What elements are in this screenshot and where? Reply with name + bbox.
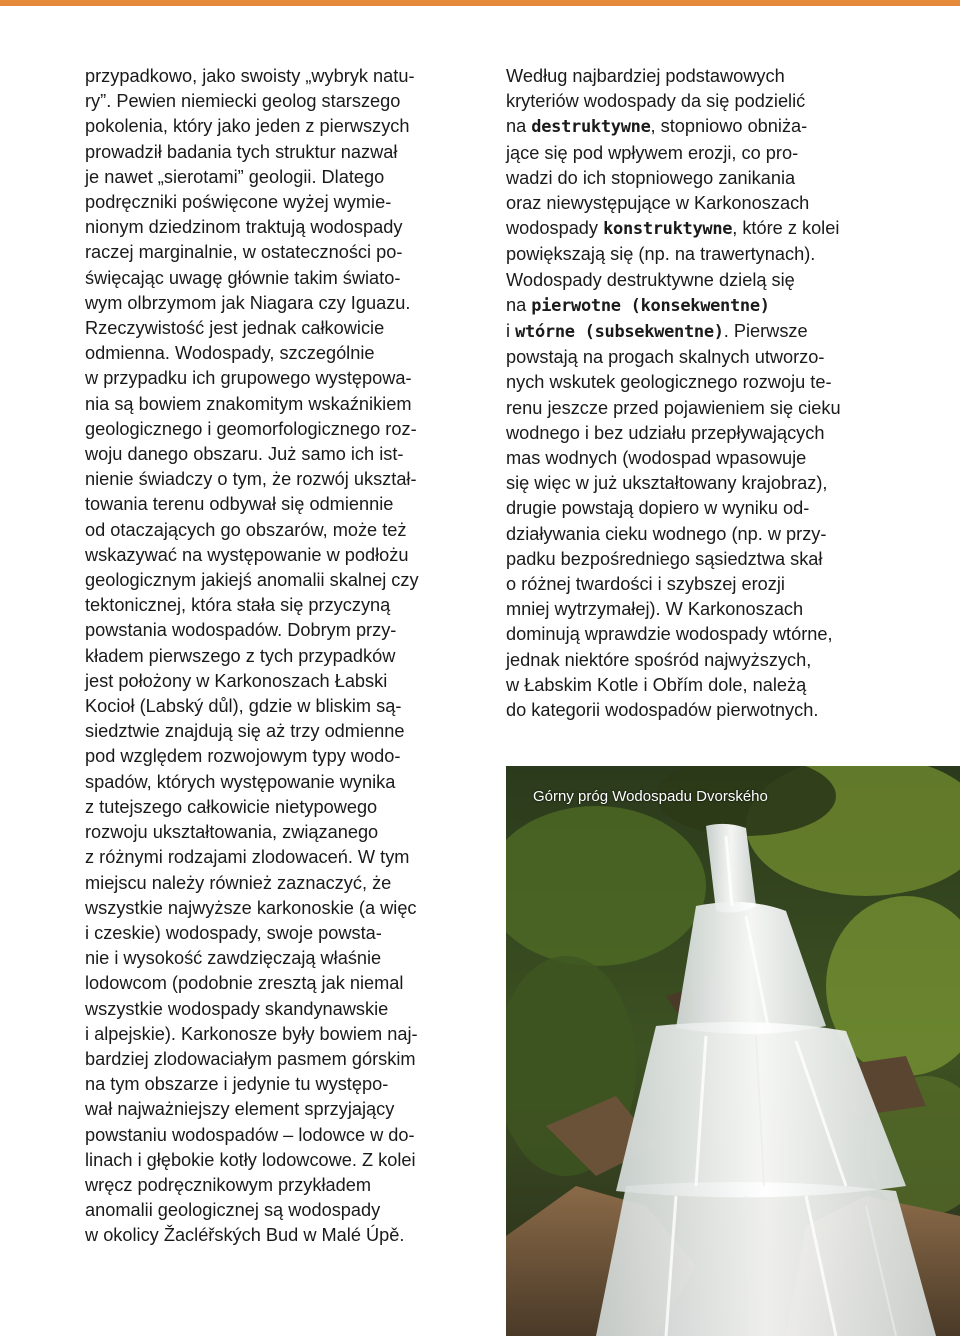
right-paragraph-line: jednak niektóre spośród najwyższych, [506,649,812,670]
left-paragraph-line: odmienna. Wodospady, szczególnie [85,343,375,364]
left-paragraph-line: wszystkie wodospady skandynawskie [85,998,389,1019]
left-paragraph-line: Kocioł (Labský důl), gdzie w bliskim są- [85,696,402,717]
left-paragraph-line: nie i wysokość zawdzięczają właśnie [85,948,382,969]
right-paragraph-line [506,216,898,242]
right-paragraph-line: powstają na progach skalnych utworzo- [506,347,825,368]
left-paragraph-line: siedztwie znajdują się aż trzy odmienne [85,721,405,742]
right-paragraph-line [506,319,898,345]
right-paragraph-line: się więc w już ukształtowany krajobraz), [506,473,828,494]
left-paragraph-line: pokolenia, który jako jeden z pierwszych [85,116,410,137]
left-paragraph-line: nionym dziedzinom traktują wodospady [85,217,403,238]
left-paragraph-line: tektonicznej, która stała się przyczyną [85,595,391,616]
text-segment: na [506,116,532,137]
left-paragraph-line: raczej marginalnie, w ostateczności po- [85,242,403,263]
left-paragraph-line: podręczniki poświęcone wyżej wymie- [85,192,392,213]
left-paragraph-line: jest położony w Karkonoszach Łabski [85,670,388,691]
left-paragraph-line: kładem pierwszego z tych przypadków [85,645,396,666]
left-paragraph-line: geologicznym jakiejś anomalii skalnej czy [85,570,419,591]
left-paragraph-line: wskazywać na występowanie w podłożu [85,544,409,565]
text-segment: na [506,294,532,315]
left-paragraph-line: wym olbrzymom jak Niagara czy Iguazu. [85,292,411,313]
left-paragraph-line: i czeskie) wodospady, swoje powsta- [85,922,382,943]
left-paragraph-line: je nawet „sierotami” geologii. Dlatego [85,166,385,187]
left-text-column [85,64,463,1249]
left-paragraph-line: anomalii geologicznej są wodospady [85,1200,381,1221]
right-paragraph-line: Wodospady destruktywne dzielą się [506,269,795,290]
text-segment: i [506,321,516,342]
right-paragraph-line: padku bezpośredniego sąsiedztwa skał [506,548,823,569]
right-paragraph-line: dominują wprawdzie wodospady wtórne, [506,624,833,645]
right-paragraph-line: nych wskutek geologicznego rozwoju te- [506,372,832,393]
right-paragraph-line: mas wodnych (wodospad wpasowuje [506,448,807,469]
right-paragraph-line: wodnego i bez udziału przepływających [506,422,825,443]
left-paragraph-line: powstaniu wodospadów – lodowce w do- [85,1124,415,1145]
right-paragraph-line [506,114,898,140]
photo-caption: Górny próg Wodospadu Dvorského [533,788,768,805]
left-paragraph-line: przypadkowo, jako swoisty „wybryk natu- [85,66,415,86]
left-paragraph-line: woju danego obszaru. Już samo ich ist- [85,444,404,465]
right-paragraph-line: do kategorii wodospadów pierwotnych. [506,700,819,721]
left-paragraph-line: geologicznego i geomorfologicznego roz- [85,418,417,439]
right-paragraph-line: o różnej twardości i szybszej erozji [506,574,785,595]
left-paragraph-line: w okolicy Žacléřských Bud w Malé Úpě. [85,1225,405,1246]
left-paragraph-line: Rzeczywistość jest jednak całkowicie [85,318,385,339]
right-text-column [506,64,898,723]
waterfall-illustration [506,766,960,1336]
bold-term: destruktywne [531,117,651,138]
right-paragraph-line: renu jeszcze przed pojawieniem się cieku [506,397,841,418]
left-paragraph-line: pod względem rozwojowym typy wodo- [85,746,401,767]
left-paragraph-line: wał najważniejszy element sprzyjający [85,1099,395,1120]
right-paragraph-line: oraz niewystępujące w Karkonoszach [506,193,810,214]
waterfall-photo [506,766,960,1336]
bold-term: pierwotne (konsekwentne) [531,295,770,316]
left-paragraph-line: w przypadku ich grupowego występowa- [85,368,412,389]
left-paragraph-line: nienie świadczy o tym, że rozwój ukształ- [85,469,417,490]
right-paragraph-line: działywania cieku wodnego (np. w przy- [506,523,827,544]
bold-term: konstruktywne [603,219,733,240]
left-paragraph-line: spadów, których występowanie wynika [85,771,396,792]
left-paragraph-line: i alpejskie). Karkonosze były bowiem naj- [85,1023,418,1044]
right-paragraph-line: Według najbardziej podstawowych [506,66,785,86]
text-segment: , które z kolei [732,218,840,239]
left-paragraph-line: na tym obszarze i jedynie tu występo- [85,1074,389,1095]
text-segment: , stopniowo obniża- [650,116,808,137]
right-paragraph-line [506,293,898,319]
left-paragraph-line: z różnymi rodzajami zlodowaceń. W tym [85,847,410,868]
left-paragraph-line: lodowcom (podobnie zresztą jak niemal [85,973,404,994]
left-paragraph-line: z tutejszego całkowicie nietypowego [85,796,378,817]
right-paragraph-line: drugie powstają dopiero w wyniku od- [506,498,810,519]
text-segment: . Pierwsze [723,321,808,342]
left-paragraph-line: wszystkie najwyższe karkonoskie (a więc [85,897,417,918]
right-paragraph-line: powiększają się (np. na trawertynach). [506,244,816,265]
left-paragraph-line: wręcz podręcznikowym przykładem [85,1174,372,1195]
left-paragraph-line: prowadził badania tych struktur nazwał [85,141,398,162]
right-paragraph-line: mniej wytrzymałej). W Karkonoszach [506,599,804,620]
left-paragraph-line: ry”. Pewien niemiecki geolog starszego [85,91,401,112]
bold-term: wtórne (subsekwentne) [515,322,724,343]
left-paragraph-line: linach i głębokie kotły lodowcowe. Z kolei [85,1149,416,1170]
top-accent-rule [0,0,960,6]
left-paragraph-line: miejscu należy również zaznaczyć, że [85,872,392,893]
right-paragraph-line: kryteriów wodospady da się podzielić [506,91,806,112]
left-paragraph-line: powstania wodospadów. Dobrym przy- [85,620,397,641]
right-paragraph-line: w Łabskim Kotle i Obřím dole, należą [506,674,807,695]
text-segment: wodospady [506,218,604,239]
left-paragraph-line: nia są bowiem znakomitym wskaźnikiem [85,393,412,414]
left-paragraph-line: bardziej zlodowaciałym pasmem górskim [85,1048,416,1069]
right-paragraph-line: wadzi do ich stopniowego zanikania [506,167,796,188]
left-paragraph-line: od otaczających go obszarów, może też [85,519,407,540]
left-paragraph-line: towania terenu odbywał się odmiennie [85,494,394,515]
right-paragraph-line: jące się pod wpływem erozji, co pro- [506,142,799,163]
left-paragraph-line: święcając uwagę głównie takim świato- [85,267,401,288]
left-paragraph-line: rozwoju ukształtowania, związanego [85,822,379,843]
